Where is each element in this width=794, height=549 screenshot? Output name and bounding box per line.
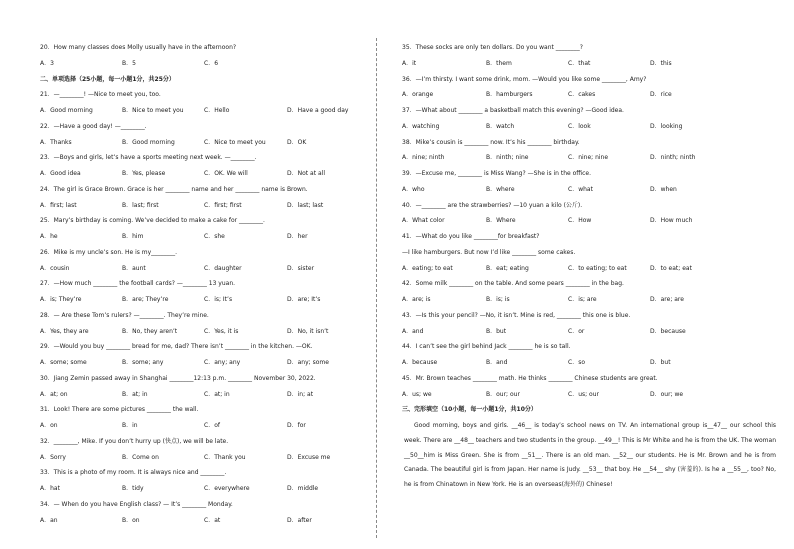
answer-option: D．last; last	[287, 201, 324, 209]
answer-option: B．Yes, please	[122, 170, 166, 177]
question-text: 32．________, Mike. If you don’t hurry up (快点), we will be late.	[40, 437, 229, 445]
answer-option: C．look	[568, 122, 591, 130]
question-text: 40．—________ are the strawberries? —10 yuan a kilo (公斤).	[402, 201, 583, 209]
answer-option: C．cakes	[568, 91, 596, 99]
question-text: 34．— When do you have English class? — It’s ________ Monday.	[40, 500, 233, 508]
answer-option: A．it	[402, 59, 417, 67]
question-text: 29．—Would you buy ________ bread for me, dad? There isn’t ________ in the kitchen. —OK.	[40, 343, 313, 351]
question-text: —I like hamburgers. But now I’d like ________ some cakes.	[402, 248, 576, 256]
answer-option: B．some; any	[122, 359, 164, 366]
answer-option: C．she	[204, 233, 225, 240]
answer-option: B．tidy	[122, 485, 144, 492]
left-column	[0, 0, 375, 549]
answer-option: A．Thanks	[40, 138, 72, 146]
answer-option: C．first; first	[204, 201, 242, 209]
answer-option: A．watching	[402, 122, 440, 130]
question-text: 25．Mary’s birthday is coming. We’ve decided to make a cake for ________.	[40, 217, 265, 225]
answer-option: A．Yes, they are	[40, 327, 89, 335]
answer-option: C．daughter	[204, 264, 242, 272]
answer-option: C．everywhere	[204, 485, 250, 492]
answer-option: C．Thank you	[204, 453, 246, 461]
answer-option: A．3	[40, 59, 54, 67]
answer-option: B．Good morning	[122, 138, 175, 146]
answer-option: B．Where	[486, 217, 516, 225]
question-text: 36．—I’m thirsty. I want some drink, mom. —Would you like some ________, Amy?	[402, 75, 647, 83]
answer-option: C．6	[204, 59, 219, 67]
answer-option: D．for	[287, 422, 306, 429]
answer-option: D．are; It’s	[287, 296, 321, 303]
answer-option: A．Good morning	[40, 107, 93, 114]
answer-option: B．are; They’re	[122, 296, 169, 303]
answer-option: A．on	[40, 422, 58, 429]
section-heading: 二、单项选择（25小题，每一小题1分，共25分）	[40, 75, 175, 83]
answer-option: A．an	[40, 516, 58, 524]
answer-option: C．or	[568, 327, 585, 335]
question-text: 43．—Is this your pencil? —No, it isn’t. Mine is red, ________ this one is blue.	[402, 311, 631, 319]
answer-option: C．that	[568, 59, 591, 67]
answer-option: B．eat; eating	[486, 264, 529, 272]
answer-option: D．our; we	[650, 390, 684, 398]
answer-option: A．who	[402, 185, 425, 193]
question-text: 31．Look! There are some pictures ________ the wall.	[40, 406, 199, 414]
answer-option: C．us; our	[568, 390, 599, 398]
answer-option: B．last; first	[122, 201, 159, 209]
answer-option: D．after	[287, 516, 312, 524]
answer-option: D．in; at	[287, 390, 314, 398]
answer-option: C．at	[204, 516, 221, 524]
answer-option: C．Yes, it is	[204, 327, 239, 335]
answer-option: A．and	[402, 327, 424, 335]
answer-option: D．Excuse me	[287, 453, 331, 461]
answer-option: B．5	[122, 59, 136, 67]
answer-option: B．at; in	[122, 390, 148, 398]
answer-option: D．her	[287, 233, 308, 240]
column-divider	[376, 38, 377, 538]
answer-option: A．is; They’re	[40, 296, 82, 303]
question-text: 37．—What about ________ a basketball match this evening? —Good idea.	[402, 107, 624, 114]
answer-option: C．is; It’s	[204, 296, 233, 303]
answer-option: A．some; some	[40, 359, 87, 366]
answer-option: A．nine; ninth	[402, 154, 445, 162]
answer-option: C．Hello	[204, 107, 230, 114]
question-text: 35．These socks are only ten dollars. Do you want ________?	[402, 44, 583, 51]
answer-option: B．watch	[486, 122, 515, 130]
answer-option: C．any; any	[204, 359, 241, 366]
question-text: 30．Jiang Zemin passed away in Shanghai ________12:13 p.m. ________ November 30, 2022.	[40, 374, 316, 382]
question-text: 45．Mr. Brown teaches ________ math. He thinks ________ Chinese students are great.	[402, 374, 658, 382]
answer-option: B．him	[122, 233, 144, 240]
answer-option: C．to eating; to eat	[568, 264, 627, 272]
question-text: 22．—Have a good day! —________.	[40, 122, 147, 130]
answer-option: A．hat	[40, 485, 60, 492]
question-text: 26．Mike is my uncle’s son. He is my________.	[40, 248, 178, 256]
answer-option: C．How	[568, 217, 592, 225]
answer-option: B．but	[486, 327, 507, 335]
answer-option: C．is; are	[568, 296, 597, 303]
answer-option: D．when	[650, 185, 677, 193]
answer-option: B．is; is	[486, 296, 510, 303]
answer-option: D．middle	[287, 485, 319, 492]
section-heading: 三、完形填空（10小题，每一小题1分，共10分）	[402, 406, 537, 414]
answer-option: B．Nice to meet you	[122, 107, 184, 114]
cloze-passage	[404, 419, 776, 493]
question-text: 33．This is a photo of my room. It is always nice and ________.	[40, 469, 227, 477]
question-text: 20．How many classes does Molly usually have in the afternoon?	[40, 44, 237, 51]
answer-option: D．Not at all	[287, 170, 325, 177]
answer-option: D．because	[650, 327, 686, 335]
question-text: 39．—Excuse me, ________ is Miss Wang? —She is in the office.	[402, 170, 591, 177]
question-text: 21．—________! —Nice to meet you, too.	[40, 91, 161, 99]
cloze-text: Good morning, boys and girls. __46__ is today’s school news on TV. An international group is__47__ our school this week. There are __48__ teachers and two students in the group. __49__! This is Mr White and he is from the UK. The woman __50__him is Miss Green. She is from __51__. There is an old man. __52__ our students. He is Mr. Brown and he is from Canada. The beautiful girl is from Japan. Her name is Judy. __53__ that boy. He __54__ shy (害羞的). Is he a __55__, too? No, he is from Chinatown in New York. He is an overseas(海外的) Chinese!	[404, 422, 776, 489]
question-text: 42．Some milk ________ on the table. And some pears ________ in the bag.	[402, 280, 624, 288]
answer-option: D．No, it isn’t	[287, 327, 329, 335]
answer-option: D．OK	[287, 138, 307, 146]
answer-option: B．aunt	[122, 264, 146, 272]
answer-option: A．because	[402, 359, 438, 366]
answer-option: B．ninth; nine	[486, 154, 529, 162]
answer-option: D．rice	[650, 91, 672, 99]
answer-option: B．No, they aren’t	[122, 327, 178, 335]
question-text: 27．—How much ________ the football cards? —________ 13 yuan.	[40, 280, 236, 288]
answer-option: C．what	[568, 185, 593, 193]
answer-option: B．in	[122, 422, 138, 429]
answer-option: C．so	[568, 359, 585, 366]
question-text: 44．I can’t see the girl behind Jack ________ he is so tall.	[402, 343, 571, 351]
answer-option: D．are; are	[650, 296, 684, 303]
question-text: 23．—Boys and girls, let’s have a sports meeting next week. —________.	[40, 154, 257, 162]
answer-option: D．looking	[650, 122, 683, 130]
answer-option: A．he	[40, 233, 58, 240]
question-text: 24．The girl is Grace Brown. Grace is her ________ name and her ________ name is Brown.	[40, 185, 308, 193]
answer-option: A．cousin	[40, 264, 70, 272]
answer-option: A．us; we	[402, 390, 432, 398]
answer-option: C．nine; nine	[568, 154, 609, 162]
answer-option: D．but	[650, 359, 671, 366]
answer-option: C．Nice to meet you	[204, 138, 266, 146]
answer-option: D．sister	[287, 264, 315, 272]
answer-option: A．eating; to eat	[402, 264, 453, 272]
answer-option: D．How much	[650, 217, 693, 225]
answer-option: A．at; on	[40, 390, 68, 398]
answer-option: D．this	[650, 59, 672, 67]
answer-option: A．Sorry	[40, 453, 66, 461]
answer-option: B．our; our	[486, 390, 520, 398]
answer-option: D．any; some	[287, 359, 329, 366]
answer-option: B．and	[486, 359, 508, 366]
answer-option: B．on	[122, 516, 140, 524]
answer-option: A．Good idea	[40, 170, 81, 177]
answer-option: A．first; last	[40, 201, 77, 209]
answer-option: B．hamburgers	[486, 91, 533, 99]
answer-option: D．ninth; ninth	[650, 154, 696, 162]
answer-option: B．Come on	[122, 453, 159, 461]
answer-option: A．What color	[402, 217, 445, 225]
answer-option: C．OK. We will	[204, 170, 248, 177]
question-text: 38．Mike’s cousin is ________ now. It’s his ________ birthday.	[402, 138, 580, 146]
question-text: 28．— Are these Tom’s rulers? —________. They’re mine.	[40, 311, 209, 319]
answer-option: C．at; in	[204, 390, 230, 398]
answer-option: A．orange	[402, 91, 434, 99]
question-text: 41．—What do you like ________for breakfast?	[402, 233, 540, 240]
answer-option: B．them	[486, 59, 512, 67]
answer-option: D．Have a good day	[287, 107, 349, 114]
answer-option: C．of	[204, 422, 220, 429]
answer-option: A．are; is	[402, 296, 431, 303]
answer-option: D．to eat; eat	[650, 264, 692, 272]
answer-option: B．where	[486, 185, 515, 193]
